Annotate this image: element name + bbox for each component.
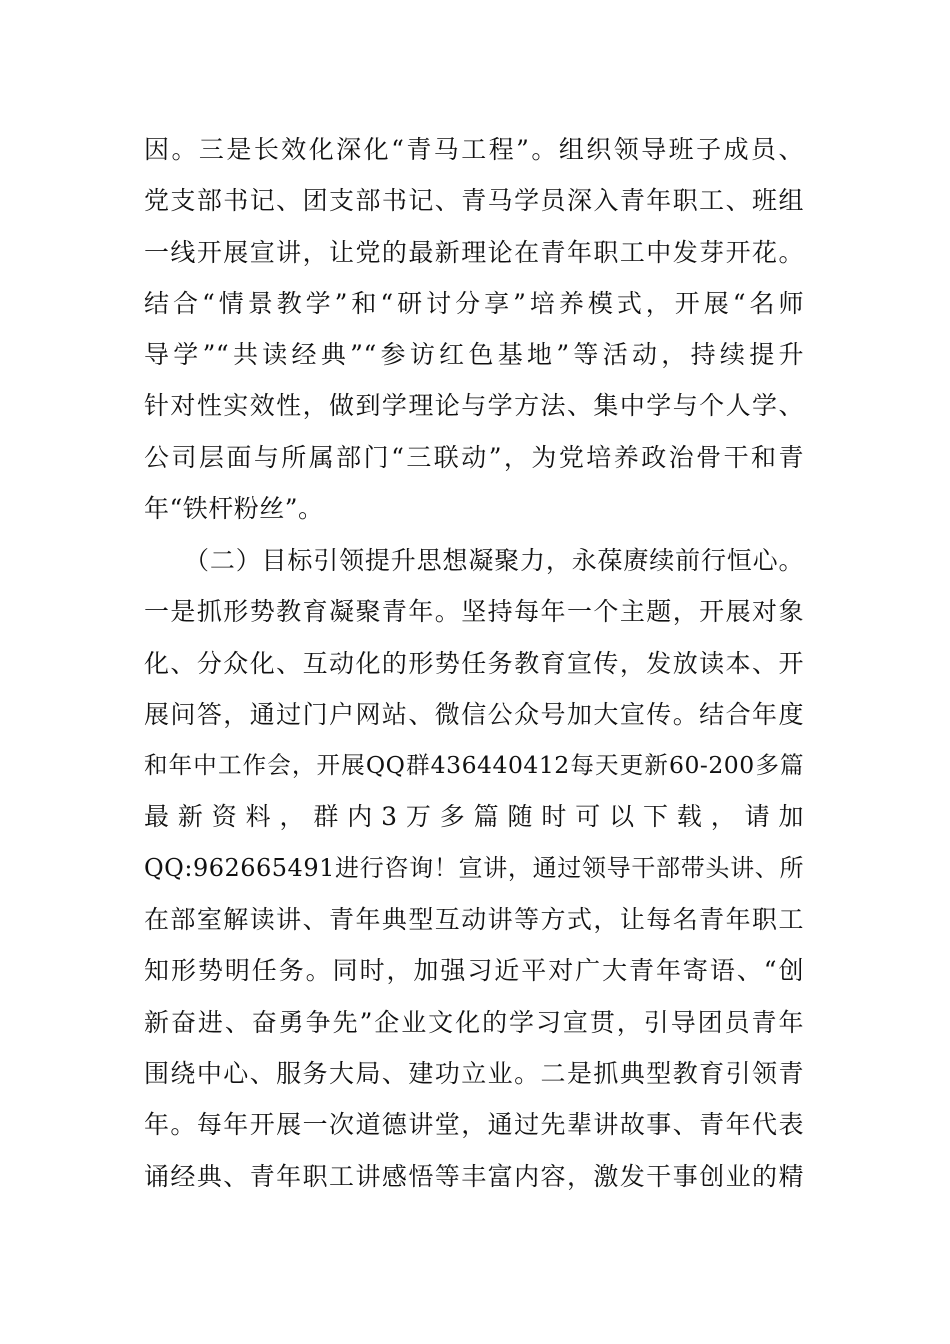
text-line: 一线开展宣讲，让党的最新理论在青年职工中发芽开花。 <box>144 237 804 267</box>
text-line: 一是抓形势教育凝聚青年。坚持每年一个主题，开展对象 <box>144 597 804 627</box>
section-heading-line: （二）目标引领提升思想凝聚力，永葆赓续前行恒心。 <box>184 546 804 575</box>
text-line: 展问答，通过门户网站、微信公众号加大宣传。结合年度 <box>144 699 804 729</box>
text-line: 诵经典、青年职工讲感悟等丰富内容，激发干事创业的精 <box>144 1161 804 1191</box>
text-line: 导学”“共读经典”“参访红色基地”等活动，持续提升 <box>144 340 804 370</box>
text-line: 化、分众化、互动化的形势任务教育宣传，发放读本、开 <box>144 648 804 678</box>
text-line: 党支部书记、团支部书记、青马学员深入青年职工、班组 <box>144 186 804 216</box>
text-line: 围绕中心、服务大局、建功立业。二是抓典型教育引领青 <box>144 1058 804 1088</box>
text-line: 新奋进、奋勇争先”企业文化的学习宣贯，引导团员青年 <box>144 1007 804 1037</box>
text-line: 和年中工作会，开展QQ群436440412每天更新60-200多篇 <box>144 751 804 780</box>
text-line: 年“铁杆粉丝”。 <box>144 494 324 524</box>
paragraph-1 <box>144 124 804 534</box>
text-line: 年。每年开展一次道德讲堂，通过先辈讲故事、青年代表 <box>144 1110 804 1140</box>
text-line: 因。三是长效化深化“青马工程”。组织领导班子成员、 <box>144 135 804 164</box>
text-line: 知形势明任务。同时，加强习近平对广大青年寄语、“创 <box>144 956 804 986</box>
text-line: QQ:962665491进行咨询！宣讲，通过领导干部带头讲、所 <box>144 853 804 882</box>
text-line: 在部室解读讲、青年典型互动讲等方式，让每名青年职工 <box>144 905 804 935</box>
paragraph-2 <box>144 535 804 1202</box>
text-line: 结合“情景教学”和“研讨分享”培养模式，开展“名师 <box>144 288 804 318</box>
text-line: 针对性实效性，做到学理论与学方法、集中学与个人学、 <box>144 391 804 421</box>
text-line: 最新资料，群内3万多篇随时可以下载，请加 <box>144 802 804 832</box>
text-line: 公司层面与所属部门“三联动”，为党培养政治骨干和青 <box>144 442 804 472</box>
